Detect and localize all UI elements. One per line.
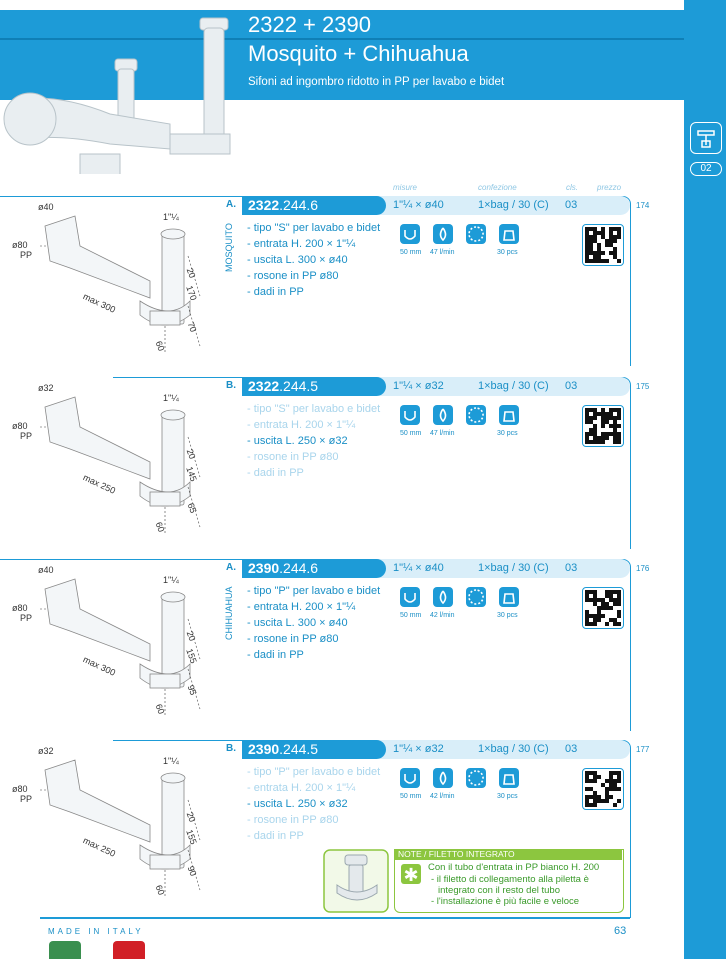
product-code: [242, 740, 386, 759]
integrated-thread-illustration: [323, 849, 389, 913]
dashed-circle-icon: [466, 768, 486, 788]
feature-line: - dadi in PP: [247, 830, 304, 842]
made-in-italy: MADE IN ITALY: [48, 927, 144, 936]
size-spec: 1"¼ × ø40: [393, 199, 444, 211]
pack-spec: 1×bag / 30 (C): [478, 743, 549, 755]
product-code-suffix: .244.6: [279, 560, 319, 576]
family-label-chihuahua: CHIHUAHUA: [224, 586, 234, 640]
feature-line: - rosone in PP ø80: [247, 451, 339, 463]
flag-red: [113, 941, 145, 959]
bag-icon: [499, 587, 519, 607]
feature-line: - entrata H. 200 × 1"¼: [247, 238, 356, 250]
page-reference: 175: [636, 382, 650, 391]
class-spec: 03: [565, 380, 578, 392]
dim-h1: 20: [184, 810, 198, 824]
feature-line: - tipo "P" per lavabo e bidet: [247, 766, 381, 778]
feature-line: - rosone in PP ø80: [247, 270, 339, 282]
feature-line: - tipo "S" per lavabo e bidet: [247, 222, 381, 234]
dim-h2: 155: [184, 647, 199, 665]
page-reference: 174: [636, 201, 650, 210]
caption-pieces: 30 pcs: [497, 430, 518, 437]
note-line-3: integrato con il resto del tubo: [438, 885, 560, 896]
dim-h2: 145: [184, 465, 199, 483]
drain-icon: [400, 587, 420, 607]
dim-h3: 70: [185, 320, 199, 334]
caption-flow: 42 l/min: [430, 612, 455, 619]
feature-line: - dadi in PP: [247, 649, 304, 661]
page-reference: 177: [636, 745, 650, 754]
caption-pieces: 30 pcs: [497, 612, 518, 619]
dim-h2: 155: [184, 828, 199, 846]
dim-top-diameter: ø32: [38, 746, 54, 756]
product-letter: B.: [226, 743, 236, 754]
product-code-main: 2322: [248, 378, 280, 394]
product-code-main: 2390: [248, 741, 280, 757]
dim-h1: 20: [184, 629, 198, 643]
dim-rosette-diameter: ø80: [12, 421, 28, 431]
dim-inlet: 1"¼: [163, 212, 179, 222]
sink-icon: [690, 122, 722, 154]
qr-code-icon[interactable]: [582, 768, 624, 810]
product-code: [242, 377, 386, 396]
feature-line: - tipo "P" per lavabo e bidet: [247, 585, 381, 597]
dim-inlet: 1"¼: [163, 756, 179, 766]
dashed-circle-icon: [466, 224, 486, 244]
subtitle: Sifoni ad ingombro ridotto in PP per lavabo e bidet: [248, 76, 505, 88]
caption-flow: 42 l/min: [430, 793, 455, 800]
dashed-circle-icon: [466, 587, 486, 607]
feature-line: - dadi in PP: [247, 286, 304, 298]
feature-line: - rosone in PP ø80: [247, 814, 339, 826]
flow-icon: [433, 405, 453, 425]
bag-icon: [499, 768, 519, 788]
flow-icon: [433, 587, 453, 607]
dim-h4: 60: [153, 702, 167, 716]
class-spec: 03: [565, 562, 578, 574]
dim-top-diameter: ø40: [38, 202, 54, 212]
qr-code-icon[interactable]: [582, 405, 624, 447]
product-code-main: 2390: [248, 560, 280, 576]
column-cls: cls.: [566, 183, 578, 192]
product-code-main: 2322: [248, 197, 280, 213]
product-code: [242, 559, 386, 578]
section-number: 02: [690, 162, 722, 176]
dim-rosette-material: PP: [20, 431, 33, 441]
feature-line: - entrata H. 200 × 1"¼: [247, 601, 356, 613]
caption-depth: 50 mm: [400, 430, 422, 437]
note-line-4: - l'installazione è più facile e veloce: [431, 896, 580, 907]
class-spec: 03: [565, 199, 578, 211]
drain-icon: [400, 405, 420, 425]
pack-spec: 1×bag / 30 (C): [478, 562, 549, 574]
page-number: 63: [614, 925, 627, 937]
feature-line: - uscita L. 300 × ø40: [247, 617, 348, 629]
dim-length: max 300: [81, 291, 118, 315]
dim-rosette-material: PP: [20, 613, 33, 623]
note-line-1: Con il tubo d'entrata in PP bianco H. 200: [428, 862, 600, 873]
dim-rosette-diameter: ø80: [12, 603, 28, 613]
caption-pieces: 30 pcs: [497, 793, 518, 800]
bag-icon: [499, 224, 519, 244]
caption-depth: 50 mm: [400, 249, 422, 256]
technical-drawing: [0, 387, 225, 537]
dim-length: max 250: [81, 835, 118, 859]
feature-line: - uscita L. 300 × ø40: [247, 254, 348, 266]
caption-pieces: 30 pcs: [497, 249, 518, 256]
flow-icon: [433, 768, 453, 788]
qr-code-icon[interactable]: [582, 587, 624, 629]
technical-drawing: [0, 750, 225, 900]
flow-icon: [433, 224, 453, 244]
dim-top-diameter: ø40: [38, 565, 54, 575]
dim-rosette-material: PP: [20, 794, 33, 804]
size-spec: 1"¼ × ø40: [393, 562, 444, 574]
caption-depth: 50 mm: [400, 612, 422, 619]
feature-line: - entrata H. 200 × 1"¼: [247, 782, 356, 794]
dim-inlet: 1"¼: [163, 393, 179, 403]
column-misure: misure: [393, 183, 418, 192]
dim-length: max 300: [81, 654, 118, 678]
dim-h4: 60: [153, 520, 167, 534]
bag-icon: [499, 405, 519, 425]
feature-line: - uscita L. 250 × ø32: [247, 435, 348, 447]
drain-icon: [400, 224, 420, 244]
dim-inlet: 1"¼: [163, 575, 179, 585]
pack-spec: 1×bag / 30 (C): [478, 380, 549, 392]
note-line-2: - il filetto di collegamento alla piletta è: [431, 874, 589, 885]
pack-spec: 1×bag / 30 (C): [478, 199, 549, 211]
qr-code-icon[interactable]: [582, 224, 624, 266]
feature-line: - uscita L. 250 × ø32: [247, 798, 348, 810]
product-code-suffix: .244.6: [279, 197, 319, 213]
dim-h4: 60: [153, 883, 167, 897]
dim-rosette-diameter: ø80: [12, 240, 28, 250]
caption-depth: 50 mm: [400, 793, 422, 800]
feature-line: - rosone in PP ø80: [247, 633, 339, 645]
technical-drawing: [0, 569, 225, 719]
dashed-circle-icon: [466, 405, 486, 425]
feature-line: - entrata H. 200 × 1"¼: [247, 419, 356, 431]
caption-flow: 47 l/min: [430, 249, 455, 256]
bottom-rule: [40, 917, 630, 919]
product-letter: A.: [226, 562, 236, 573]
dim-h1: 20: [184, 266, 198, 280]
product-codes-title: 2322 + 2390: [248, 12, 371, 37]
dim-rosette-diameter: ø80: [12, 784, 28, 794]
product-code: [242, 196, 386, 215]
product-names-title: Mosquito + Chihuahua: [248, 41, 469, 66]
product-letter: A.: [226, 199, 236, 210]
note-heading: NOTE / FILETTO INTEGRATO: [394, 849, 622, 860]
size-spec: 1"¼ × ø32: [393, 380, 444, 392]
technical-drawing: [0, 206, 225, 356]
dim-h4: 60: [153, 339, 167, 353]
dim-h3: 95: [185, 683, 199, 697]
dim-top-diameter: ø32: [38, 383, 54, 393]
dim-rosette-material: PP: [20, 250, 33, 260]
product-code-suffix: .244.5: [279, 741, 319, 757]
asterisk-icon: ✱: [401, 864, 421, 884]
feature-line: - dadi in PP: [247, 467, 304, 479]
dim-length: max 250: [81, 472, 118, 496]
column-prezzo: prezzo: [597, 183, 622, 192]
size-spec: 1"¼ × ø32: [393, 743, 444, 755]
class-spec: 03: [565, 743, 578, 755]
flag-green: [49, 941, 81, 959]
product-letter: B.: [226, 380, 236, 391]
dim-h2: 170: [184, 284, 199, 302]
dim-h1: 20: [184, 447, 198, 461]
column-confezione: confezione: [478, 183, 517, 192]
caption-flow: 47 l/min: [430, 430, 455, 437]
product-code-suffix: .244.5: [279, 378, 319, 394]
dim-h3: 90: [185, 864, 199, 878]
drain-icon: [400, 768, 420, 788]
family-label-mosquito: MOSQUITO: [224, 223, 234, 272]
siphon-product-image: [0, 14, 240, 174]
page-reference: 176: [636, 564, 650, 573]
dim-h3: 65: [185, 501, 199, 515]
feature-line: - tipo "S" per lavabo e bidet: [247, 403, 381, 415]
